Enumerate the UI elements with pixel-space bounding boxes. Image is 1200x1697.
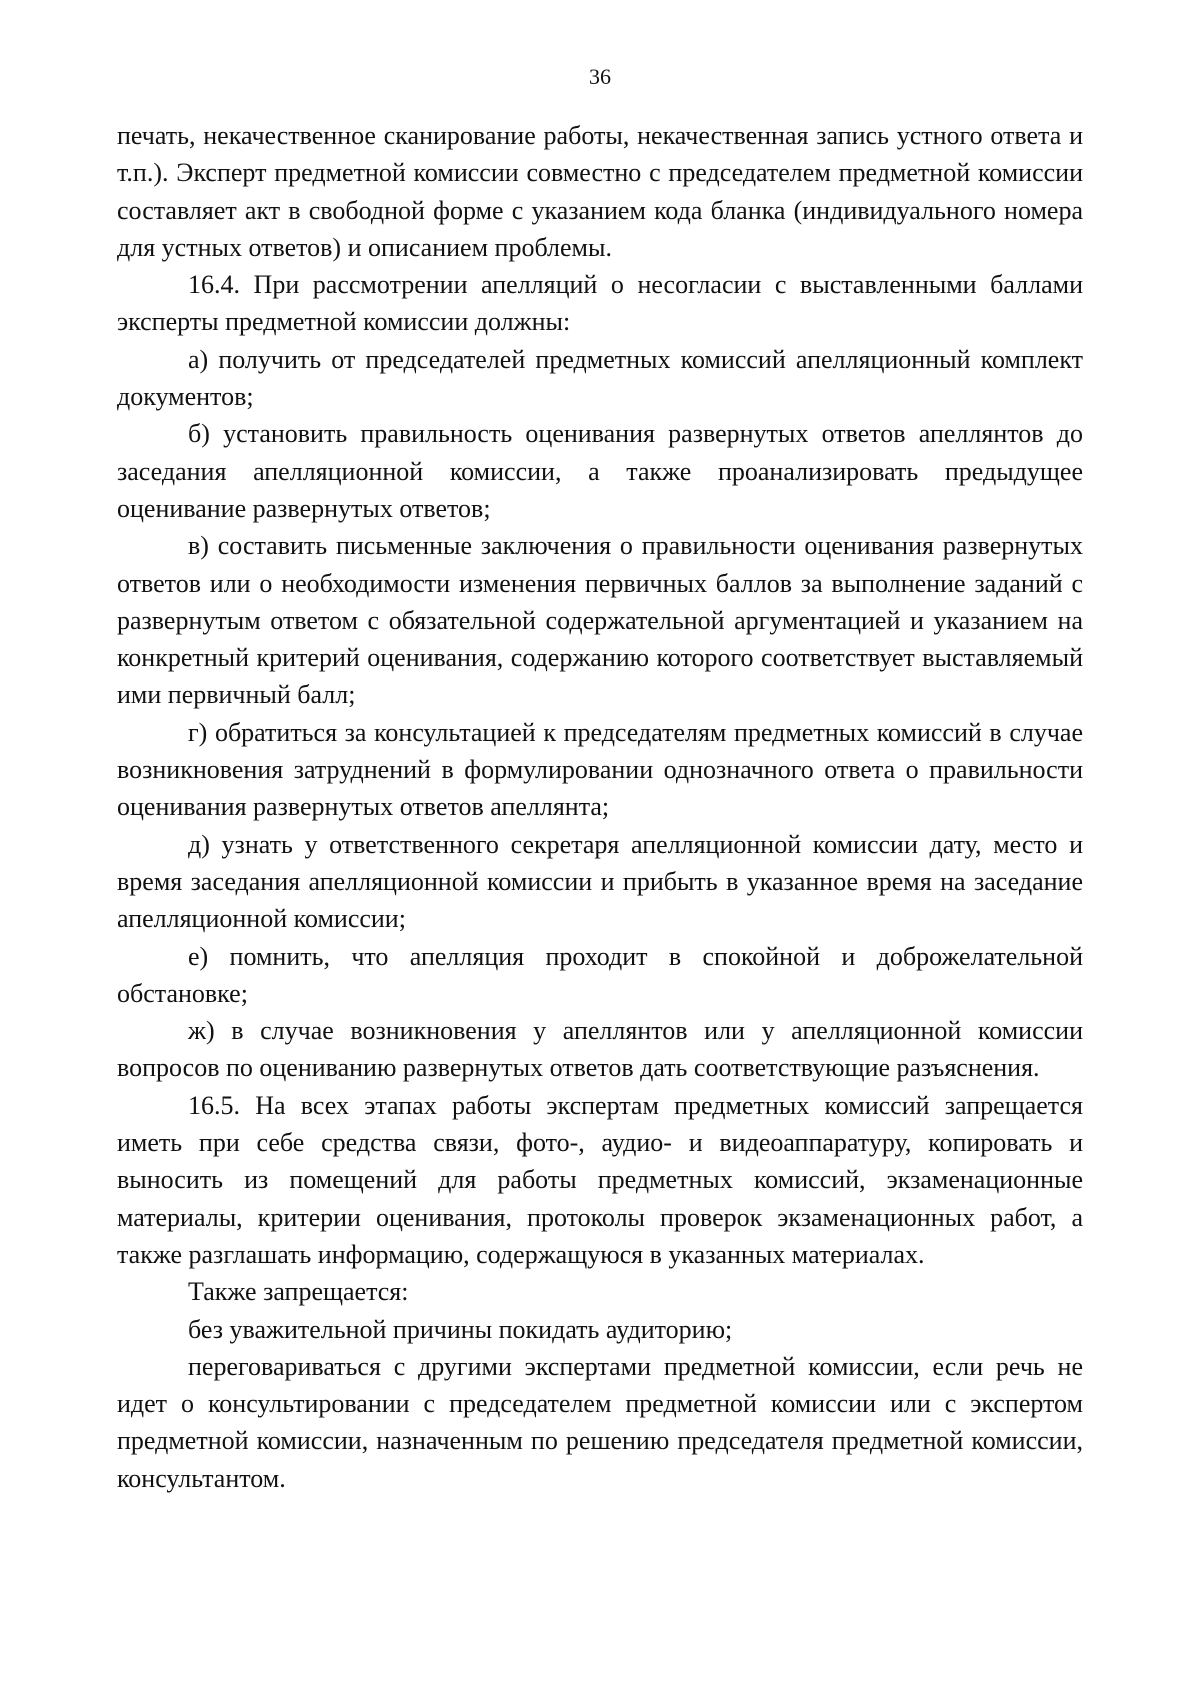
paragraph: печать, некачественное сканирование работы, некачественная запись устного ответа и т.п.). Эксперт предметной комиссии совместно с председателем предметной комиссии составляет акт в свободной форме с указанием кода бланка (индивидуального номера для устных ответов) и описанием проблемы. [117, 121, 1083, 262]
paragraph: ж) в случае возникновения у апеллянтов или у апелляционной комиссии вопросов по оцениванию развернутых ответов дать соответствующие разъяснения. [117, 1016, 1083, 1083]
paragraph: переговариваться с другими экспертами предметной комиссии, если речь не идет о консультировании с председателем предметной комиссии или с экспертом предметной комиссии, назначенным по решению председателя предметной комиссии, консультантом. [117, 1351, 1083, 1493]
paragraph: в) составить письменные заключения о правильности оценивания развернутых ответов или о необходимости изменения первичных баллов за выполнение заданий с развернутым ответом с обязательной содержательной аргументацией и указанием на конкретный критерий оценивания, содержанию которого соответствует выставляемый ими первичный балл; [117, 531, 1083, 710]
page-number: 36 [589, 64, 611, 89]
document-body [117, 117, 1083, 1497]
paragraph: без уважительной причины покидать аудиторию; [188, 1314, 733, 1344]
paragraph: б) установить правильность оценивания развернутых ответов апеллянтов до заседания апелляционной комиссии, а также проанализировать предыдущее оценивание развернутых ответов; [117, 419, 1083, 523]
paragraph: 16.4. При рассмотрении апелляций о несогласии с выставленными баллами эксперты предметной комиссии должны: [117, 270, 1083, 337]
paragraph: а) получить от председателей предметных комиссий апелляционный комплект документов; [117, 344, 1083, 412]
paragraph: Также запрещается: [188, 1277, 409, 1307]
paragraph: е) помнить, что апелляция проходит в спокойной и доброжелательной обстановке; [117, 941, 1083, 1008]
paragraph: г) обратиться за консультацией к председателям предметных комиссий в случае возникновения затруднений в формулировании однозначного ответа о правильности оценивания развернутых ответов апеллянта; [117, 717, 1083, 822]
paragraph: д) узнать у ответственного секретаря апелляционной комиссии дату, место и время заседания апелляционной комиссии и прибыть в указанное время на заседание апелляционной комиссии; [117, 829, 1083, 934]
paragraph: 16.5. На всех этапах работы экспертам предметных комиссий запрещается иметь при себе средства связи, фото-, аудио- и видеоаппаратуру, копировать и выносить из помещений для работы предметных комиссий, экзаменационные материалы, критерии оценивания, протоколы проверок экзаменационных работ, а также разглашать информацию, содержащуюся в указанных материалах. [117, 1090, 1083, 1269]
